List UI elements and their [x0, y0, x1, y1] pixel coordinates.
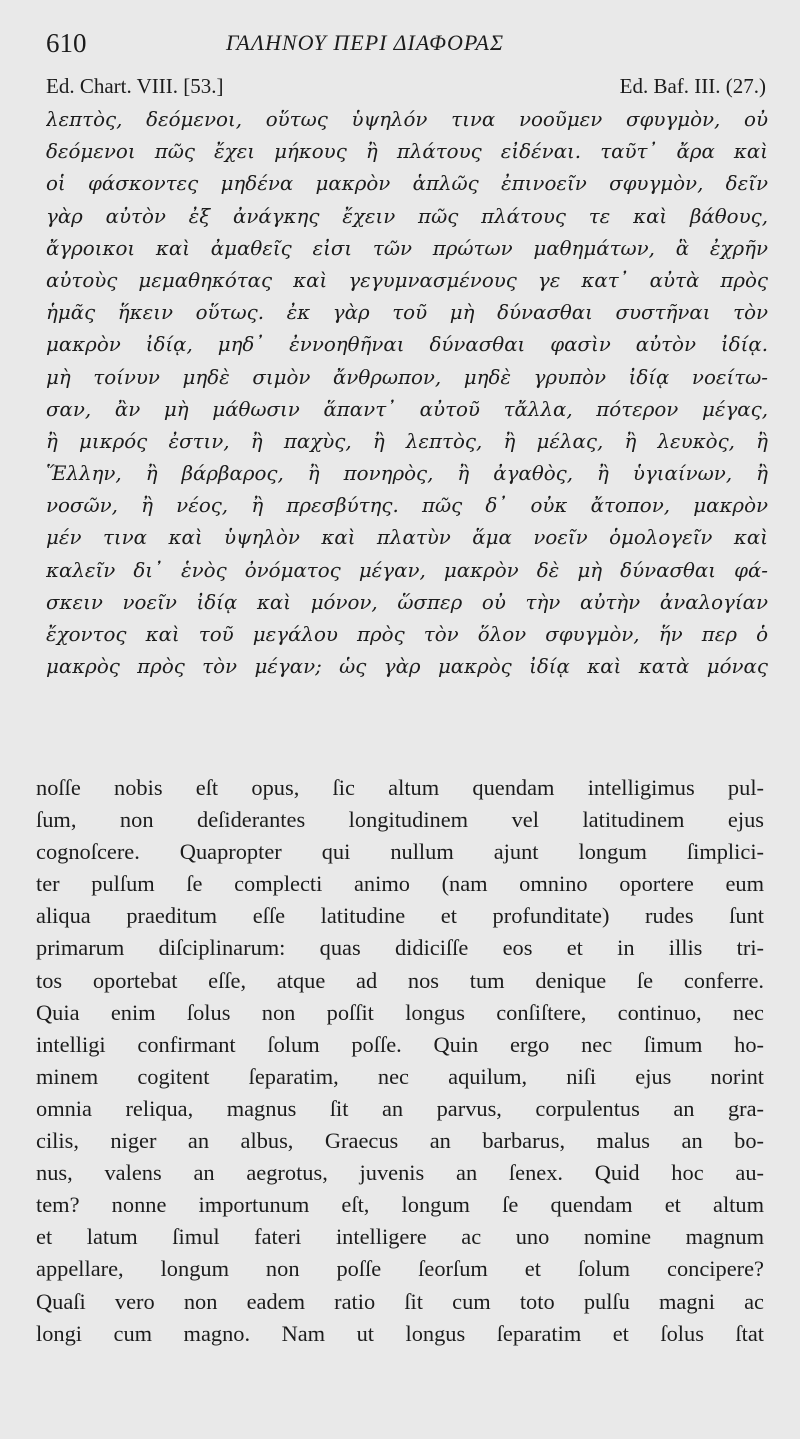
greek-text-block — [46, 104, 768, 683]
latin-text-line: aliqua praeditum eſſe latitudine et profunditate) rudes ſunt — [36, 903, 764, 929]
latin-text-line: primarum diſciplinarum: quas didiciſſe eos et in illis tri- — [36, 935, 764, 961]
latin-text-line: et latum ſimul fateri intelligere ac uno nomine magnum — [36, 1224, 764, 1250]
greek-text-line: δεόμενοι πῶς ἔχει μήκους ἢ πλάτους εἰδέναι. ταῦτ᾽ ἄρα καὶ — [46, 140, 768, 164]
greek-text-line: ἢ μικρός ἐστιν, ἢ παχὺς, ἢ λεπτὸς, ἢ μέλας, ἢ λευκὸς, ἢ — [46, 429, 768, 453]
latin-text-line: cilis, niger an albus, Graecus an barbarus, malus an bo- — [36, 1128, 764, 1154]
greek-text-line: γὰρ αὐτὸν ἐξ ἀνάγκης ἔχειν πῶς πλάτους τε καὶ βάθους, — [46, 204, 768, 228]
greek-text-line: μέν τινα καὶ ὑψηλὸν καὶ πλατὺν ἅμα νοεῖν ὁμολογεῖν καὶ — [46, 526, 768, 550]
greek-text-line: σαν, ἂν μὴ μάθωσιν ἅπαντ᾽ αὐτοῦ τἄλλα, πότερον μέγας, — [46, 397, 768, 421]
latin-text-line: Quaſi vero non eadem ratio ſit cum toto pulſu magni ac — [36, 1288, 764, 1314]
latin-text-line: tos oportebat eſſe, atque ad nos tum denique ſe conferre. — [36, 967, 764, 993]
page-header — [46, 28, 766, 64]
greek-text-line: οἱ φάσκοντες μηδένα μακρὸν ἁπλῶς ἐπινοεῖν σφυγμὸν, δεῖν — [46, 172, 768, 196]
greek-text-line: αὐτοὺς μεμαθηκότας καὶ γεγυμνασμένους γε κατ᾽ αὐτὰ πρὸς — [46, 268, 768, 292]
running-title: ΓΑΛΗΝΟΥ ΠΕΡΙ ΔΙΑΦΟΡΑΣ — [226, 30, 505, 55]
latin-text-line: appellare, longum non poſſe ſeorſum et ſolum concipere? — [36, 1256, 764, 1282]
latin-text-line: cognoſcere. Quapropter qui nullum ajunt longum ſimplici- — [36, 839, 764, 865]
latin-text-line: intelligi confirmant ſolum poſſe. Quin ergo nec ſimum ho- — [36, 1031, 764, 1057]
edition-basel-reference: Ed. Baf. III. (27.) — [619, 74, 766, 98]
latin-text-block — [36, 772, 764, 1350]
greek-text-line: μὴ τοίνυν μηδὲ σιμὸν ἄνθρωπον, μηδὲ γρυπὸν ἰδίᾳ νοείτω- — [46, 365, 768, 389]
latin-text-line: tem? nonne importunum eſt, longum ſe quendam et altum — [36, 1192, 764, 1218]
greek-text-line: καλεῖν δι᾽ ἑνὸς ὀνόματος μέγαν, μακρὸν δὲ μὴ δύνασθαι φά- — [46, 558, 768, 582]
greek-text-line: Ἕλλην, ἢ βάρβαρος, ἢ πονηρὸς, ἢ ἀγαθὸς, ἢ ὑγιαίνων, ἢ — [46, 462, 768, 486]
latin-text-line: noſſe nobis eſt opus, ſic altum quendam intelligimus pul- — [36, 775, 764, 800]
latin-text-line: ter pulſum ſe complecti animo (nam omnino oportere eum — [36, 871, 764, 897]
latin-text-line: omnia reliqua, magnus ſit an parvus, corpulentus an gra- — [36, 1095, 764, 1121]
edition-reference-line — [46, 74, 766, 100]
greek-text-line: μακρὸς πρὸς τὸν μέγαν; ὡς γὰρ μακρὸς ἰδίᾳ καὶ κατὰ μόνας — [46, 655, 768, 679]
greek-text-line: ἔχοντος καὶ τοῦ μεγάλου πρὸς τὸν ὅλον σφυγμὸν, ἥν περ ὁ — [46, 623, 768, 646]
greek-text-line: μακρὸν ἰδίᾳ, μηδ᾽ ἐννοηθῆναι δύνασθαι φασὶν αὐτὸν ἰδίᾳ. — [46, 333, 768, 357]
greek-text-line: σκειν νοεῖν ἰδίᾳ καὶ μόνον, ὥσπερ οὐ τὴν αὐτὴν ἀναλογίαν — [46, 590, 768, 614]
edition-chartier-reference: Ed. Chart. VIII. [53.] — [46, 74, 224, 98]
latin-text-line: longi cum magno. Nam ut longus ſeparatim et ſolus ſtat — [36, 1320, 764, 1346]
latin-text-line: minem cogitent ſeparatim, nec aquilum, niſi ejus norint — [36, 1063, 764, 1089]
latin-text-line: Quia enim ſolus non poſſit longus conſiſtere, continuo, nec — [36, 999, 764, 1025]
greek-text-line: νοσῶν, ἢ νέος, ἢ πρεσβύτης. πῶς δ᾽ οὐκ ἄτοπον, μακρὸν — [46, 494, 768, 518]
page-number: 610 — [46, 28, 87, 58]
greek-text-line: λεπτὸς, δεόμενοι, οὕτως ὑψηλόν τινα νοοῦμεν σφυγμὸν, οὐ — [46, 108, 768, 131]
greek-text-line: ἄγροικοι καὶ ἀμαθεῖς εἰσι τῶν πρώτων μαθημάτων, ἃ ἐχρῆν — [46, 236, 768, 260]
latin-text-line: ſum, non deſiderantes longitudinem vel latitudinem ejus — [36, 807, 764, 833]
latin-text-line: nus, valens an aegrotus, juvenis an ſenex. Quid hoc au- — [36, 1160, 764, 1186]
greek-text-line: ἡμᾶς ἥκειν οὕτως. ἐκ γὰρ τοῦ μὴ δύνασθαι συστῆναι τὸν — [46, 301, 768, 325]
